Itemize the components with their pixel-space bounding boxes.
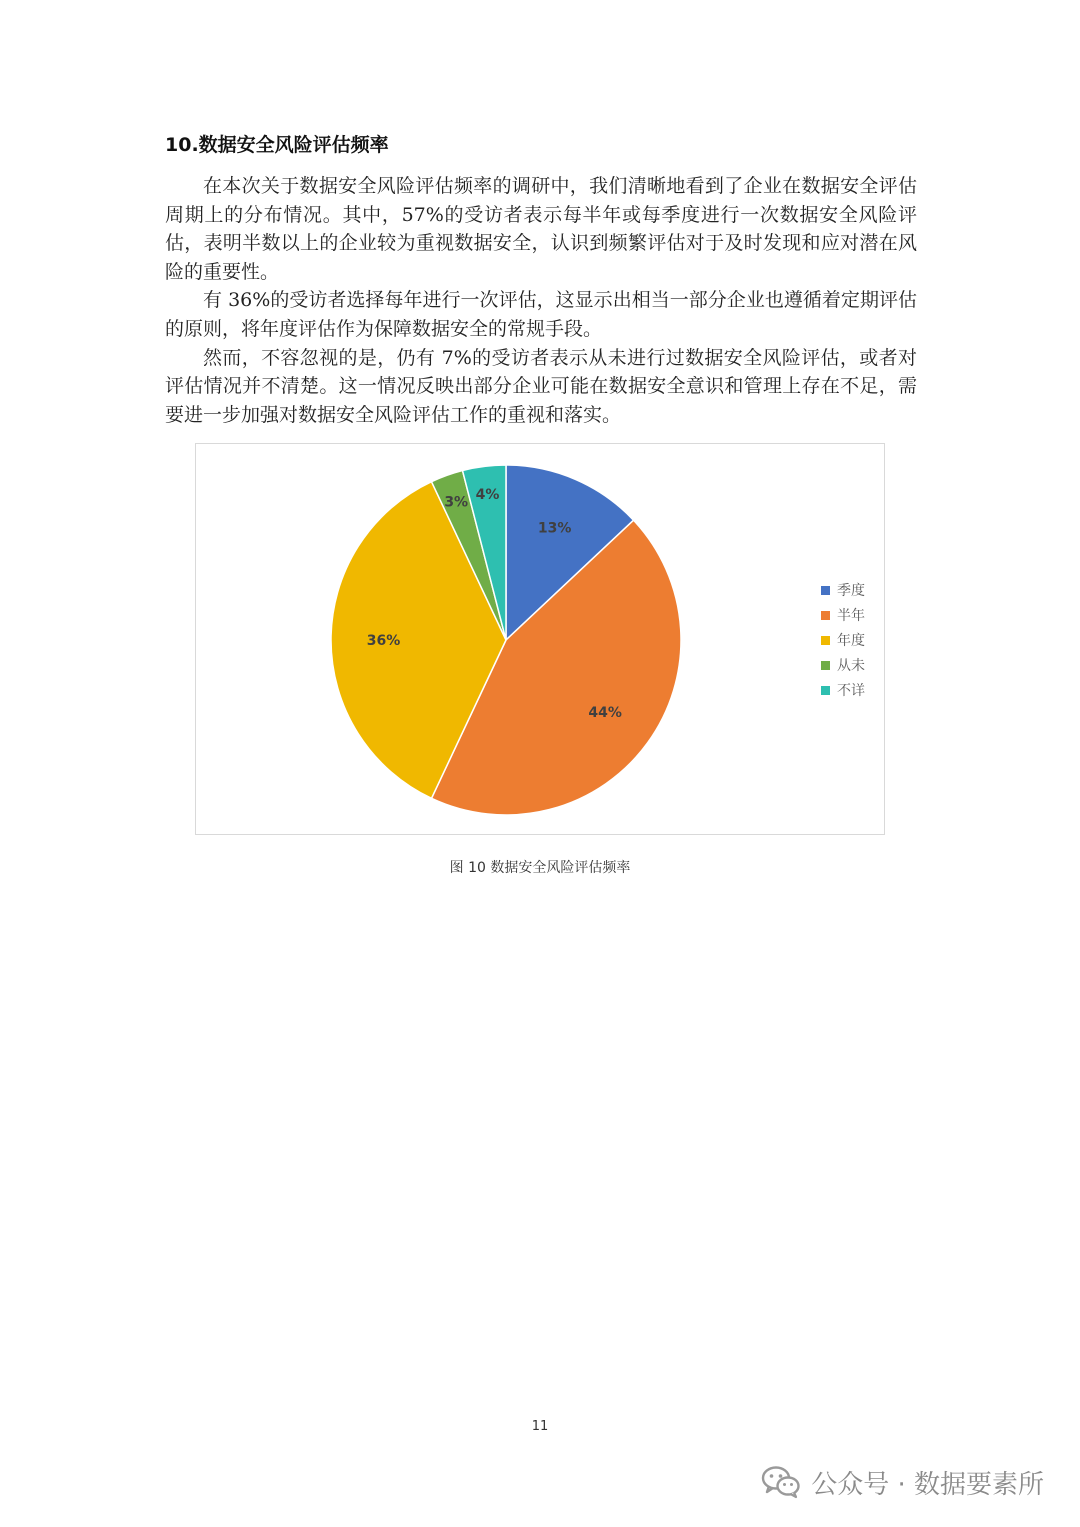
paragraph-3: 然而，不容忽视的是，仍有 7%的受访者表示从未进行过数据安全风险评估，或者对评估情况并不清楚。这一情况反映出部分企业可能在数据安全意识和管理上存在不足，需要进一步加强对数据安全风险评估工作的重视和落实。 [165,346,917,426]
legend-label: 不详 [837,683,865,699]
legend-label: 年度 [837,633,865,649]
paragraph-2: 有 36%的受访者选择每年进行一次评估，这显示出相当一部分企业也遵循着定期评估的原则，将年度评估作为保障数据安全的常规手段。 [165,289,917,340]
data-label: 13% [537,520,572,537]
legend-swatch [821,586,830,595]
legend-swatch [821,661,830,670]
legend-swatch [821,611,830,620]
wechat-icon [761,1465,801,1499]
paragraph-1: 在本次关于数据安全风险评估频率的调研中，我们清晰地看到了企业在数据安全评估周期上的分布情况。其中，57%的受访者表示每半年或每季度进行一次数据安全风险评估，表明半数以上的企业较为重视数据安全，认识到频繁评估对于及时发现和应对潜在风险的重要性。 [165,175,917,283]
pie-chart [195,443,885,835]
data-label: 36% [366,633,401,649]
legend-swatch [821,636,830,645]
legend-label: 季度 [837,583,865,599]
data-label: 3% [444,494,469,511]
legend-swatch [821,686,830,695]
section-heading: 10.数据安全风险评估频率 [165,134,389,156]
legend-label: 从未 [837,658,865,674]
data-label: 44% [588,705,622,722]
watermark [761,1462,1044,1502]
watermark-text: 公众号 · 数据要素所 [811,1469,1044,1500]
legend-label: 半年 [837,608,865,624]
pie-chart-svg [196,444,886,836]
body-text [165,172,917,429]
data-label: 4% [475,487,500,504]
page-number: 11 [531,1419,549,1434]
figure-caption: 图 10 数据安全风险评估频率 [449,860,631,876]
